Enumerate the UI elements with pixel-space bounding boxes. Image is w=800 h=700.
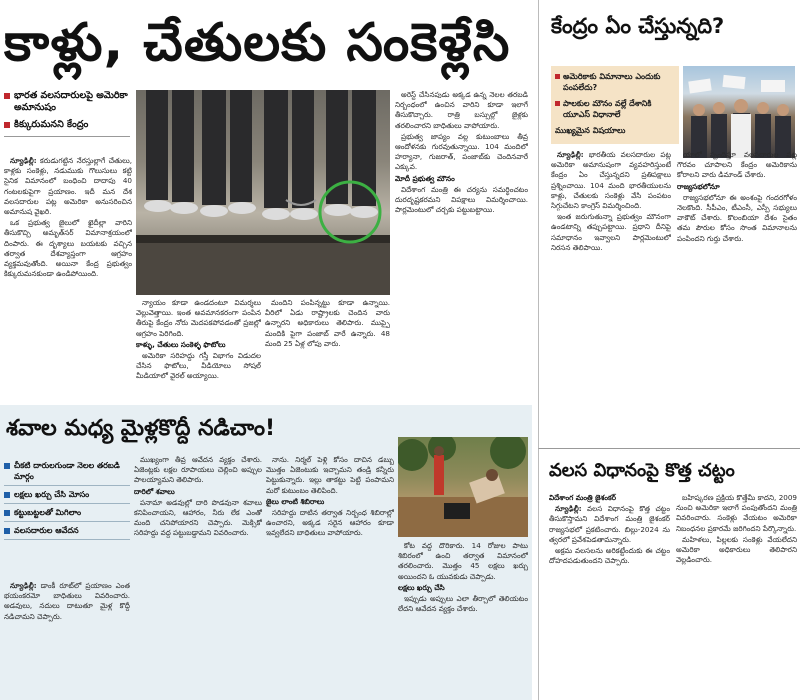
bottom-bullet-text: వలసదారుల ఆవేదన [14, 526, 79, 535]
divider [4, 136, 130, 137]
dateline: న్యూఢిల్లీ: [555, 504, 582, 514]
paragraph: ప్రభుత్వ జాప్యం వల్ల కుటుంబాలు తీవ్ర ఆందోళనకు గురవుతున్నాయి. 104 మందిలో హర్యానా, గుజరాత్, పంజాబ్‌కు చెందినవారే ఎక్కువ. [395, 131, 528, 172]
right-column-1 [551, 150, 671, 444]
paragraph: ముఖ్యంగా తీవ్ర ఆవేదన వ్యక్తం చేశారు. ఏజెంట్లకు లక్షల రూపాయలు చెల్లించి అప్పుల పాలయ్యామని తెలిపారు. [134, 455, 262, 485]
paragraph: న్యాయం కూడా ఉండదంటూ విమర్శలు వెల్లువెత్తాయి. ఇంత అవమానకరంగా పంపిన తీరుపై కేంద్రం నోరు మెదపకపోవడంతో ప్రజల్లో ఆగ్రహం పెరిగింది. [136, 298, 261, 338]
highlight-text: పాలకుల మౌనం వల్లే దేశానికి యూఎస్‌ విధానాలే [563, 99, 652, 119]
main-headline: కాళ్లు, చేతులకు సంకెళ్లేసి [4, 13, 511, 73]
paragraph: ఇంత జరుగుతున్నా ప్రభుత్వం మౌనంగా ఉండటాన్ని తప్పుపట్టాయి. ప్రధాని దీనిపై సమాధానం ఇవ్వాలని పార్లమెంటులో నిరసన తెలిపాయి. [551, 212, 671, 252]
bullet-square-icon [4, 492, 10, 498]
highlight-box [551, 66, 679, 144]
bottom-bullet [4, 525, 130, 540]
paragraph: అమెరికా సరిహద్దు గస్తీ విభాగం విడుదల చేసిన ఫొటోలు, వీడియోలు సోషల్ మీడియాలో వైరల్ అయ్యాయి. [136, 351, 261, 381]
bottom-bullet [4, 460, 130, 486]
highlight-text: అమెరికాకు విమానాలు ఎందుకు పంపలేదు? [563, 72, 661, 92]
paragraph: రాజ్యసభలోనూ ఈ అంశంపై గందరగోళం నెలకొంది. సీపీఎం, టీఎంసీ, ఎస్పీ సభ్యులు వాకౌట్ చేశారు. కొలంబియా దేశం సైతం తమ పౌరుల కోసం సొంత విమానాలను పంపిందని గుర్తు చేశారు. [677, 192, 797, 243]
center-question-story [538, 0, 800, 448]
subheading: విదేశాంగ మంత్రి జైశంకర్ [549, 493, 617, 502]
paragraph-text: వలస విధానంపై కొత్త చట్టం తీసుకొస్తామని విదేశాంగ మంత్రి జైశంకర్ రాజ్యసభలో ప్రకటించారు. బిల్లు-2024 ను త్వరలో ప్రవేశపెడతామన్నారు. [549, 504, 670, 544]
paragraph: మందిని పంపిన్నట్టు కూడా ఉన్నాయి. వీరిలో ఏడు రాష్ట్రాలకు చెందిన వారు ఉన్నారని అధికారులు తెలిపారు. ముప్పై మందికి పైగా పంజాబ్ వారే ఉన్నారు. 48 మంది 25 ఏళ్ల లోపు వారు. [265, 298, 390, 348]
main-column-3 [265, 298, 390, 394]
deportees-shackled-photo [136, 90, 390, 295]
right-column-2 [677, 150, 797, 444]
paragraph: నాను. నిర్మల్ పెళ్లి కోసం దాచిన డబ్బు మొత్తం ఏజెంటుకు ఇచ్చామని తండ్రి కన్నీరు పెట్టుకున్నారు. ఇల్లు తాకట్టు పెట్టి పంపామని మరో కుటుంబం తెలిపింది. [266, 455, 394, 495]
main-column-1 [4, 156, 132, 394]
subheading: లక్షలు ఖర్చు చేసి [398, 582, 445, 592]
bullet-square-icon [4, 93, 10, 99]
bottom-bullet-text: కట్టుబట్టలతో మిగిలాం [14, 508, 82, 517]
main-story [0, 0, 532, 398]
dateline: న్యూఢిల్లీ: [10, 581, 37, 590]
bullet-square-icon [4, 463, 10, 469]
main-under-photo-columns [136, 298, 390, 394]
new-immigration-law-story [538, 448, 800, 700]
main-bullet [4, 90, 130, 114]
paragraph: ఒక ప్రభుత్వ జైలులో ఖైదీల్లా వారిని తీసుకొచ్చి అమృత్‌సర్ విమానాశ్రయంలో దింపారు. ఈ దృశ్యాలు బయటకు వచ్చిన తర్వాత దేశవ్యాప్తంగా ఆగ్రహం వ్యక్తమవుతోంది. అయినా కేంద్ర ప్రభుత్వం కిక్కురుమనకుండా ఉండిపోయింది. [4, 218, 132, 279]
bottom-right-headline: వలస విధానంపై కొత్త చట్టం [549, 460, 735, 481]
subheading: జైలు లాంటి శిబిరాలు [266, 496, 325, 506]
jungle-migrants-illustration [398, 437, 528, 537]
protest-photo [683, 66, 795, 158]
main-column-2 [136, 298, 261, 394]
right-headline: కేంద్రం ఏం చేస్తున్నది? [551, 14, 725, 38]
shackled-legs-illustration [136, 90, 390, 295]
bottom-bullet-text: చీకటి దారులగుండా నెలల తరబడి మార్గం [14, 461, 120, 481]
right-columns [551, 150, 797, 444]
highlight-note: ముఖ్యమైన విషయాలు [555, 126, 626, 135]
paragraph [551, 150, 671, 211]
bottom-bullet [4, 489, 130, 504]
dateline: న్యూఢిల్లీ: [557, 150, 584, 159]
dateline: న్యూఢిల్లీ: [10, 156, 37, 165]
subheading: మోదీ ప్రభుత్వ మౌనం [395, 173, 455, 183]
bottom-column-4 [398, 541, 528, 697]
paragraph: సరిహద్దు దాటిన తర్వాత నిర్బంధ శిబిరాల్లో ఉంచారని, అక్కడ సరైన ఆహారం కూడా ఇవ్వలేదని బాధితులు వాపోయారు. [266, 508, 394, 538]
paragraph-text: భారతీయ వలసదారుల పట్ల అమెరికా అమానుషంగా వ్యవహరిస్తుంటే కేంద్రం ఏం చేస్తున్నదని ప్రతిపక్షాలు ప్రశ్నించాయి. 104 మంది భారతీయులను కాళ్లు, చేతులకు సంకెళ్లు వేసి పంపటం సిగ్గుచేటని కాంగ్రెస్ విమర్శించింది. [551, 150, 671, 211]
bottom-bullet [4, 507, 130, 522]
subheading: కాళ్ళు, చేతులు సంకెళ్ళ ఫొటోలు [136, 339, 226, 349]
bottom-bullet-list [4, 460, 130, 543]
paragraph [4, 581, 130, 622]
paragraph: ఇప్పుడు అప్పులు ఎలా తీర్చాలో తెలియటం లేదని ఆవేదన వ్యక్తం చేశారు. [398, 594, 528, 614]
migrants-ordeal-story [0, 405, 532, 700]
paragraph: యాలో స్పందిస్తూ వలసదారుల పట్ల గౌరవం చూపాలని కేంద్రం అమెరికాను కోరాలని వారు డిమాండ్ చేశారు. [677, 150, 797, 180]
bottom-bullet-text: లక్షలు ఖర్చు చేసి మోసం [14, 490, 90, 499]
paragraph [549, 504, 670, 545]
bottom-column-2 [134, 455, 262, 697]
bullet-square-icon [4, 510, 10, 516]
main-bullet-text: భారత వలసదారులపై అమెరికా అమానుషం [14, 90, 128, 113]
bottom-column-1 [4, 581, 130, 697]
paragraph-text: కరుడుగట్టిన నేరస్తుల్లాగే చేతులు, కాళ్లకు సంకెళ్లు, నడుముకు గొలుసులు కట్టి సైనిక విమానంలో బంధించి దాదాపు 40 గంటలకుపైగా ప్రయాణం. ఇదీ మన దేశ వలసదారుల పట్ల అమెరికా అనుసరించిన అమానుష వైఖరి. [4, 156, 132, 217]
paragraph: అక్రమ వలసలను అరికట్టేందుకు ఈ చట్టం దోహదపడుతుందని చెప్పారు. [549, 546, 670, 566]
highlight-item [555, 125, 675, 136]
paragraph: బహిష్కరణ ప్రక్రియ కొత్తేమీ కాదని, 2009 నుంచి అమెరికా ఇలాగే పంపుతోందని మంత్రి వివరించారు. సంకెళ్లు వేయటం అమెరికా నిబంధనల ప్రకారమే జరిగిందని పేర్కొన్నారు. [676, 493, 797, 533]
bottom-right-column-1 [549, 493, 670, 699]
bullet-square-icon [4, 122, 10, 128]
paragraph: విదేశాంగ మంత్రి ఈ చర్యను సమర్థించటం దురదృష్టకరమని విపక్షాలు విమర్శించాయి. పార్లమెంటులో చర్చకు పట్టుబట్టాయి. [395, 184, 528, 215]
jungle-route-photo [398, 437, 528, 537]
paragraph: అరెస్ట్ చేసినపుడు అక్కడ ఉన్న నెలల తరబడి నిర్బంధంలో ఉంచిన వారిని కూడా ఇలాగే తీసుకొచ్చారు. రాత్రి బస్సుల్లో జైళ్లకు తరలించారని బాధితులు వాపోయారు. [395, 90, 528, 130]
paragraph-text: డాంకీ రూట్‌లో ప్రయాణం ఎంత భయంకరమో బాధితులు వివరించారు. అడవులు, నదులు దాటుతూ మైళ్ల కొద్దీ నడిచామని చెప్పారు. [4, 581, 130, 621]
bullet-square-icon [555, 74, 560, 79]
bottom-headline: శవాల మధ్య మైళ్లకొద్దీ నడిచాం! [6, 416, 276, 441]
paragraph: పనామా అడవుల్లో దారి పొడవునా శవాలు కనిపించాయని, ఆహారం, నీరు లేక ఎంతో మంది చనిపోయారని చెప్పారు. మెక్సికో సరిహద్దు వద్ద పట్టుబడ్డామని వివరించారు. [134, 497, 262, 538]
main-column-right [395, 90, 528, 394]
subheading: రాజ్యసభలోనూ [677, 181, 720, 191]
main-bullet [4, 119, 130, 131]
paragraph: మహిళలు, పిల్లలకు సంకెళ్లు వేయలేదని అమెరికా అధికారులు తెలిపారని వెల్లడించారు. [676, 534, 797, 565]
main-bullet-text: కిక్కురుమనని కేంద్రం [14, 119, 89, 130]
bottom-right-columns [549, 493, 797, 699]
main-bullet-list [4, 90, 130, 143]
bullet-square-icon [555, 101, 560, 106]
bottom-right-column-2 [676, 493, 797, 699]
subheading: దారిలో శవాలు [134, 486, 175, 496]
protesters-illustration [683, 66, 795, 158]
bullet-square-icon [4, 528, 10, 534]
paragraph [4, 156, 132, 217]
highlight-item [555, 98, 675, 120]
paragraph: కోట వద్ద దొరికారు. 14 రోజుల పాటు శిబిరంలో ఉంచి తర్వాత విమానంలో తరలించారు. మొత్తం 45 లక్షలు ఖర్చు అయిందని ఓ యువకుడు చెప్పాడు. [398, 541, 528, 581]
bottom-column-3 [266, 455, 394, 697]
highlight-item [555, 71, 675, 93]
